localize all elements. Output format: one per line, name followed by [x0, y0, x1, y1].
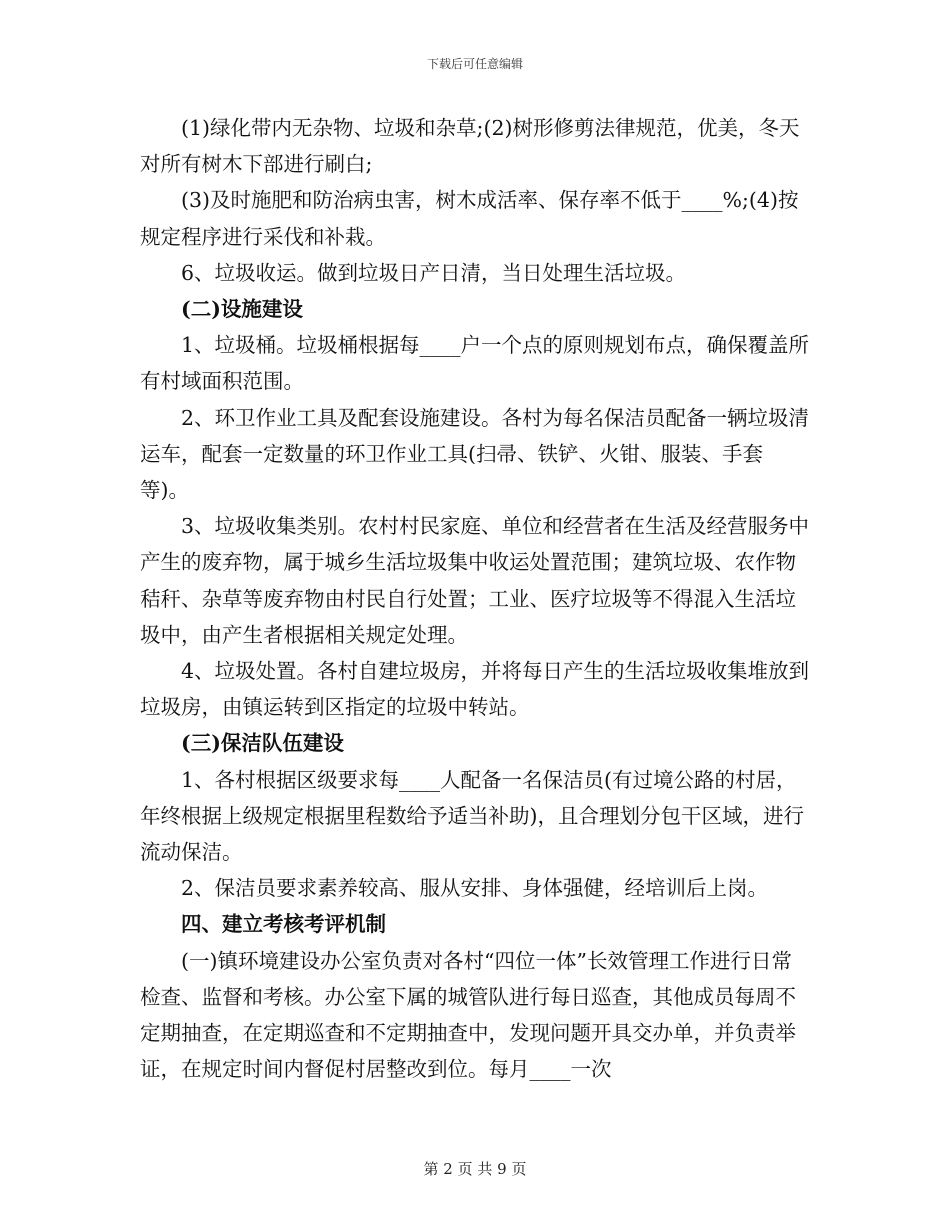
- paragraph: 3、垃圾收集类别。农村村民家庭、单位和经营者在生活及经营服务中产生的废弃物，属于城乡生活垃圾集中收运处置范围；建筑垃圾、农作物秸秆、杂草等废弃物由村民自行处置；工业、医疗垃圾等不得混入生活垃圾中，由产生者根据相关规定处理。: [140, 514, 810, 647]
- section-heading: (三)保洁队伍建设: [181, 731, 344, 756]
- section-heading: (二)设施建设: [181, 297, 303, 322]
- paragraph: (一)镇环境建设办公室负责对各村“四位一体”长效管理工作进行日常检查、监督和考核。办公室下属的城管队进行每日巡查，其他成员每周不定期抽查，在定期巡查和不定期抽查中，发现问题开具交办单，并负责举证，在规定时间内督促村居整改到位。每月____一次: [140, 948, 796, 1082]
- page-header: 下载后可任意编辑: [426, 57, 523, 71]
- paragraph: 4、垃圾处置。各村自建垃圾房，并将每日产生的生活垃圾收集堆放到垃圾房，由镇运转到区指定的垃圾中转站。: [140, 659, 810, 720]
- paragraph: 2、环卫作业工具及配套设施建设。各村为每名保洁员配备一辆垃圾清运车，配套一定数量的环卫作业工具(扫帚、铁铲、火钳、服装、手套等)。: [140, 405, 810, 503]
- paragraph: 6、垃圾收运。做到垃圾日产日清，当日处理生活垃圾。: [181, 260, 687, 285]
- page-footer: 第 2 页 共 9 页: [423, 1160, 527, 1178]
- section-heading: 四、建立考核考评机制: [181, 912, 386, 937]
- paragraph: 1、垃圾桶。垃圾桶根据每____户一个点的原则规划布点，确保覆盖所有村域面积范围。: [140, 333, 810, 394]
- document-body: [140, 110, 810, 1087]
- paragraph: (1)绿化带内无杂物、垃圾和杂草;(2)树形修剪法律规范，优美，冬天对所有树木下部进行刷白;: [140, 116, 800, 177]
- paragraph: 2、保洁员要求素养较高、服从安排、身体强健，经培训后上岗。: [181, 876, 769, 901]
- paragraph: (3)及时施肥和防治病虫害，树木成活率、保存率不低于____%;(4)按规定程序进行采伐和补栽。: [140, 188, 799, 249]
- paragraph: 1、各村根据区级要求每____人配备一名保洁员(有过境公路的村居，年终根据上级规定根据里程数给予适当补助)，且合理划分包干区域，进行流动保洁。: [140, 767, 804, 865]
